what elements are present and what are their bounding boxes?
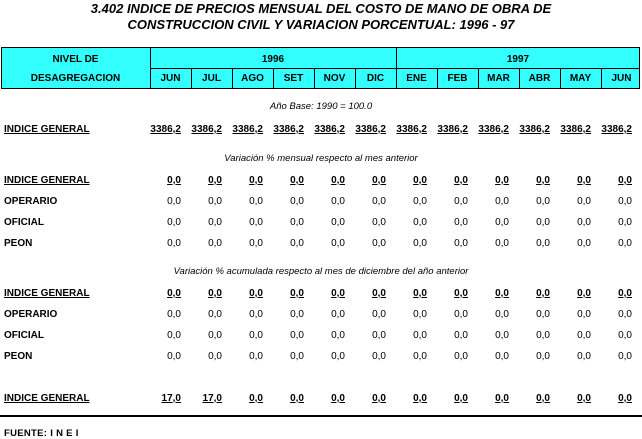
- row-value: 0,0: [208, 175, 222, 186]
- title-line-2: CONSTRUCCION CIVIL Y VARIACION PORCENTUAL: 1996 - 97: [127, 17, 515, 32]
- row-label: INDICE GENERAL: [4, 288, 90, 299]
- row-value: 0,0: [618, 330, 632, 341]
- base-note: Año Base: 1990 = 100.0: [269, 101, 373, 112]
- row-value: 0,0: [331, 196, 345, 207]
- row-value: 0,0: [618, 309, 632, 320]
- table-row: [0, 124, 642, 138]
- nivel-label-line1: NIVEL DE: [52, 54, 99, 65]
- row-value: 0,0: [249, 288, 263, 299]
- row-value: 0,0: [577, 393, 591, 404]
- row-value: 0,0: [454, 238, 468, 249]
- row-value: 0,0: [413, 196, 427, 207]
- row-value: 3386,2: [437, 124, 468, 135]
- row-value: 0,0: [454, 330, 468, 341]
- row-value: 0,0: [331, 330, 345, 341]
- row-value: 0,0: [577, 196, 591, 207]
- row-label: OFICIAL: [4, 217, 44, 228]
- row-value: 0,0: [372, 217, 386, 228]
- row-value: 0,0: [290, 175, 304, 186]
- bottom-rule: [0, 415, 642, 417]
- row-value: 0,0: [618, 217, 632, 228]
- row-value: 0,0: [536, 351, 550, 362]
- row-value: 0,0: [167, 288, 181, 299]
- row-value: 0,0: [536, 309, 550, 320]
- row-value: 0,0: [618, 238, 632, 249]
- month-header: JUN: [160, 73, 181, 84]
- row-value: 0,0: [413, 217, 427, 228]
- row-value: 0,0: [208, 351, 222, 362]
- row-value: 0,0: [413, 238, 427, 249]
- month-header: NOV: [323, 73, 346, 84]
- month-header: MAR: [487, 73, 510, 84]
- row-value: 0,0: [536, 288, 550, 299]
- row-value: 0,0: [290, 309, 304, 320]
- row-value: 0,0: [249, 309, 263, 320]
- row-value: 0,0: [167, 330, 181, 341]
- table-row: [0, 351, 642, 365]
- row-value: 0,0: [577, 330, 591, 341]
- row-value: 0,0: [495, 393, 509, 404]
- row-value: 0,0: [536, 238, 550, 249]
- row-value: 3386,2: [478, 124, 509, 135]
- row-value: 0,0: [495, 175, 509, 186]
- month-header: JUL: [202, 73, 221, 84]
- row-label: INDICE GENERAL: [4, 124, 90, 135]
- row-value: 0,0: [495, 217, 509, 228]
- row-value: 0,0: [577, 175, 591, 186]
- row-label: PEON: [4, 238, 33, 249]
- row-value: 0,0: [372, 196, 386, 207]
- row-value: 3386,2: [396, 124, 427, 135]
- row-value: 3386,2: [150, 124, 181, 135]
- row-label: OPERARIO: [4, 309, 58, 320]
- row-value: 0,0: [290, 351, 304, 362]
- row-value: 3386,2: [314, 124, 345, 135]
- row-value: 0,0: [331, 393, 345, 404]
- row-value: 0,0: [495, 330, 509, 341]
- row-value: 0,0: [536, 175, 550, 186]
- row-value: 0,0: [618, 288, 632, 299]
- row-value: 0,0: [413, 175, 427, 186]
- row-label: INDICE GENERAL: [4, 175, 90, 186]
- row-value: 0,0: [577, 238, 591, 249]
- row-value: 3386,2: [560, 124, 591, 135]
- row-value: 0,0: [167, 309, 181, 320]
- row-value: 0,0: [413, 309, 427, 320]
- row-value: 0,0: [167, 351, 181, 362]
- row-value: 0,0: [495, 309, 509, 320]
- table-row: [0, 288, 642, 302]
- row-value: 0,0: [454, 351, 468, 362]
- row-value: 0,0: [372, 175, 386, 186]
- table-row: [0, 330, 642, 344]
- row-label: PEON: [4, 351, 33, 362]
- year-1996: 1996: [261, 54, 285, 65]
- note-acumulada: Variación % acumulada respecto al mes de diciembre del año anterior: [173, 266, 469, 277]
- row-value: 0,0: [536, 217, 550, 228]
- row-value: 0,0: [495, 196, 509, 207]
- row-value: 0,0: [249, 175, 263, 186]
- row-value: 0,0: [372, 309, 386, 320]
- row-value: 0,0: [249, 351, 263, 362]
- table-row: [0, 393, 642, 407]
- row-value: 0,0: [536, 330, 550, 341]
- month-header: MAY: [569, 73, 592, 84]
- row-value: 0,0: [372, 288, 386, 299]
- row-value: 0,0: [577, 309, 591, 320]
- table-header: [1, 47, 640, 89]
- row-value: 0,0: [290, 238, 304, 249]
- month-header: AGO: [241, 73, 264, 84]
- row-value: 0,0: [454, 393, 468, 404]
- row-value: 0,0: [454, 175, 468, 186]
- row-value: 0,0: [208, 196, 222, 207]
- row-value: 0,0: [208, 309, 222, 320]
- row-value: 0,0: [577, 217, 591, 228]
- row-value: 0,0: [577, 351, 591, 362]
- row-value: 3386,2: [273, 124, 304, 135]
- month-header: FEB: [447, 73, 468, 84]
- row-value: 3386,2: [232, 124, 263, 135]
- month-header: SET: [283, 73, 304, 84]
- row-value: 0,0: [167, 217, 181, 228]
- nivel-label-line2: DESAGREGACION: [30, 73, 121, 84]
- row-value: 0,0: [454, 309, 468, 320]
- row-value: 0,0: [536, 393, 550, 404]
- row-value: 0,0: [208, 238, 222, 249]
- row-value: 3386,2: [601, 124, 632, 135]
- row-value: 0,0: [249, 393, 263, 404]
- row-value: 0,0: [413, 393, 427, 404]
- row-value: 0,0: [372, 330, 386, 341]
- row-label: OPERARIO: [4, 196, 58, 207]
- row-value: 0,0: [249, 238, 263, 249]
- row-value: 0,0: [454, 288, 468, 299]
- row-value: 0,0: [208, 288, 222, 299]
- note-mensual: Variación % mensual respecto al mes anterior: [224, 153, 418, 164]
- row-value: 0,0: [290, 330, 304, 341]
- row-value: 0,0: [290, 393, 304, 404]
- row-value: 0,0: [495, 351, 509, 362]
- row-value: 0,0: [167, 196, 181, 207]
- row-value: 0,0: [536, 196, 550, 207]
- row-value: 0,0: [249, 196, 263, 207]
- row-label: INDICE GENERAL: [4, 393, 90, 404]
- year-1997: 1997: [506, 54, 530, 65]
- row-label: OFICIAL: [4, 330, 44, 341]
- table-row: [0, 175, 642, 189]
- row-value: 0,0: [413, 288, 427, 299]
- table-row: [0, 309, 642, 323]
- row-value: 0,0: [331, 288, 345, 299]
- row-value: 0,0: [331, 175, 345, 186]
- row-value: 0,0: [290, 288, 304, 299]
- row-value: 0,0: [372, 238, 386, 249]
- row-value: 0,0: [577, 288, 591, 299]
- row-value: 0,0: [495, 288, 509, 299]
- row-value: 0,0: [618, 175, 632, 186]
- row-value: 0,0: [290, 217, 304, 228]
- row-value: 0,0: [208, 330, 222, 341]
- row-value: 17,0: [202, 393, 222, 404]
- month-header: JUN: [611, 73, 632, 84]
- source-note: FUENTE: I N E I: [4, 428, 79, 439]
- row-value: 0,0: [618, 393, 632, 404]
- month-header: DIC: [366, 73, 385, 84]
- row-value: 0,0: [208, 217, 222, 228]
- row-value: 3386,2: [519, 124, 550, 135]
- row-value: 17,0: [161, 393, 181, 404]
- row-value: 0,0: [331, 217, 345, 228]
- row-value: 0,0: [167, 175, 181, 186]
- row-value: 0,0: [249, 217, 263, 228]
- row-value: 0,0: [413, 330, 427, 341]
- row-value: 0,0: [167, 238, 181, 249]
- row-value: 0,0: [331, 238, 345, 249]
- row-value: 0,0: [618, 196, 632, 207]
- row-value: 0,0: [372, 351, 386, 362]
- row-value: 0,0: [331, 309, 345, 320]
- row-value: 0,0: [413, 351, 427, 362]
- row-value: 0,0: [331, 351, 345, 362]
- row-value: 3386,2: [355, 124, 386, 135]
- row-value: 0,0: [454, 217, 468, 228]
- title-line-1: 3.402 INDICE DE PRECIOS MENSUAL DEL COSTO DE MANO DE OBRA DE: [90, 1, 552, 16]
- row-value: 0,0: [618, 351, 632, 362]
- row-value: 0,0: [249, 330, 263, 341]
- table-row: [0, 196, 642, 210]
- table-row: [0, 238, 642, 252]
- row-value: 3386,2: [191, 124, 222, 135]
- row-value: 0,0: [495, 238, 509, 249]
- month-header: ABR: [528, 73, 551, 84]
- table-row: [0, 217, 642, 231]
- month-header: ENE: [406, 73, 427, 84]
- row-value: 0,0: [372, 393, 386, 404]
- row-value: 0,0: [454, 196, 468, 207]
- row-value: 0,0: [290, 196, 304, 207]
